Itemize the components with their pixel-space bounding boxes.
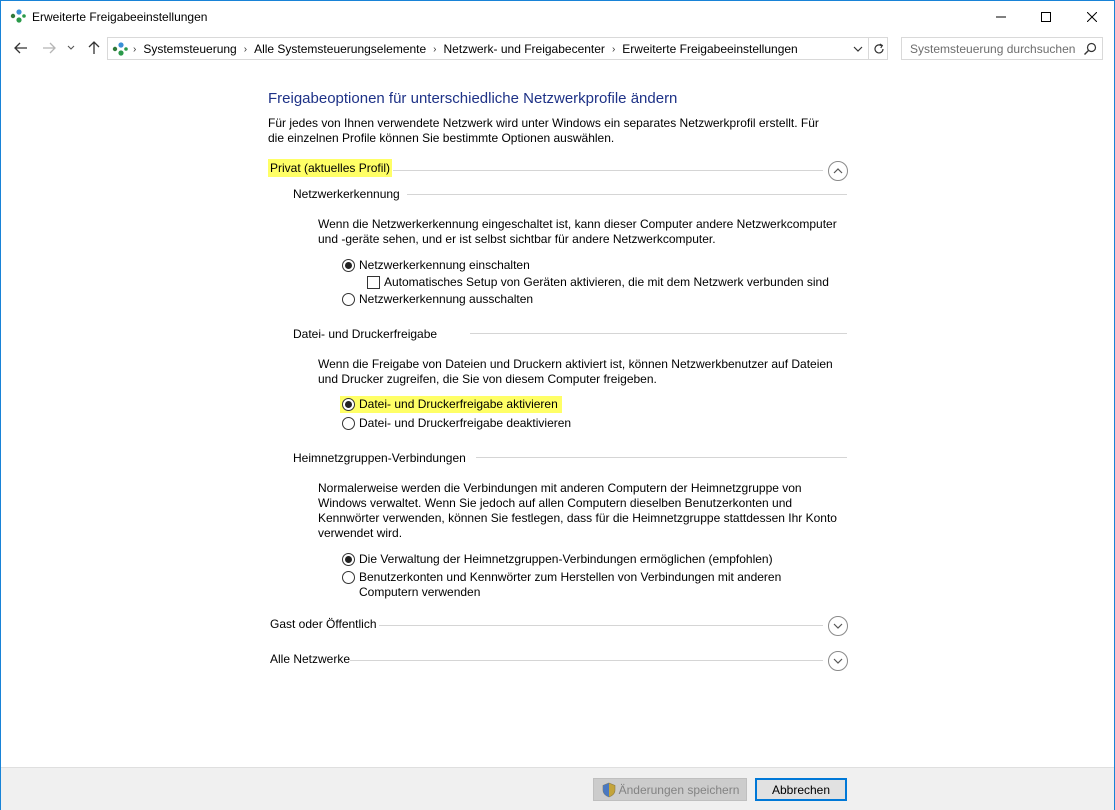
back-button[interactable] — [11, 39, 31, 57]
network-discovery-on-option[interactable] — [342, 258, 530, 273]
network-location-icon — [112, 41, 128, 57]
divider — [407, 194, 847, 195]
forward-button[interactable] — [39, 39, 59, 57]
content-area — [1, 65, 1114, 767]
homegroup-description: Normalerweise werden die Verbindungen mit anderen Computern der Heimnetzgruppe von Windows verwaltet. Wenn Sie jedoch auf allen Computern dieselben Benutzerkonten und Kennwörter verwenden, können Sie festlegen, dass für die Heimnetzgruppe stattdessen Ihr Konto verwendet wird. — [318, 481, 837, 540]
breadcrumb — [130, 42, 802, 56]
collapse-private-button[interactable] — [828, 161, 848, 181]
page-title: Freigabeoptionen für unterschiedliche Netzwerkprofile ändern — [268, 90, 678, 107]
breadcrumb-separator-icon[interactable]: › — [243, 43, 248, 55]
profile-private-header[interactable] — [268, 158, 392, 178]
checkbox-unchecked[interactable] — [367, 276, 380, 289]
profile-all-header[interactable] — [268, 649, 352, 669]
auto-setup-option[interactable] — [367, 275, 829, 290]
title-bar — [1, 1, 1114, 32]
breadcrumb-separator-icon[interactable]: › — [133, 43, 137, 55]
profile-all-label: Alle Netzwerke — [270, 652, 351, 666]
search-box — [901, 37, 1103, 60]
up-button[interactable] — [84, 39, 104, 57]
cancel-button[interactable]: Abbrechen — [755, 778, 847, 801]
close-button[interactable] — [1069, 1, 1115, 32]
homegroup-heading: Heimnetzgruppen-Verbindungen — [293, 451, 466, 465]
expand-all-networks-button[interactable] — [828, 651, 848, 671]
uac-shield-icon — [601, 782, 617, 798]
homegroup-accounts-option[interactable] — [342, 570, 812, 600]
maximize-button[interactable] — [1023, 1, 1069, 32]
window-title: Erweiterte Freigabeeinstellungen — [32, 10, 208, 24]
network-discovery-description: Wenn die Netzwerkerkennung eingeschaltet ist, kann dieser Computer andere Netzwerkcomputer und -geräte sehen, und er ist selbst sichtbar für andere Netzwerkcomputer. — [318, 217, 837, 246]
refresh-icon[interactable] — [868, 38, 888, 59]
file-sharing-on-option[interactable] — [340, 396, 562, 413]
option-label: Die Verwaltung der Heimnetzgruppen-Verbindungen ermöglichen (empfohlen) — [359, 552, 773, 566]
radio-unselected[interactable] — [342, 417, 355, 430]
option-label: Benutzerkonten und Kennwörter zum Herstellen von Verbindungen mit anderen Computern verwenden — [359, 570, 782, 599]
option-label: Automatisches Setup von Geräten aktivieren, die mit dem Netzwerk verbunden sind — [384, 275, 829, 289]
profile-private-label: Privat (aktuelles Profil) — [270, 161, 391, 175]
breadcrumb-separator-icon[interactable]: › — [611, 43, 616, 55]
radio-selected[interactable] — [342, 398, 355, 411]
network-discovery-off-option[interactable] — [342, 292, 533, 307]
option-label: Netzwerkerkennung einschalten — [359, 258, 530, 272]
file-sharing-heading: Datei- und Druckerfreigabe — [293, 327, 438, 341]
file-sharing-description: Wenn die Freigabe von Dateien und Druckern aktiviert ist, können Netzwerkbenutzer auf Dateien und Drucker zugreifen, die Sie von diesem Computer freigeben. — [318, 357, 833, 386]
chevron-up-icon — [833, 168, 843, 174]
save-label: Änderungen speichern — [618, 782, 740, 797]
file-sharing-off-option[interactable] — [342, 416, 571, 431]
radio-selected[interactable] — [342, 553, 355, 566]
recent-locations-button[interactable] — [64, 39, 78, 57]
save-changes-button[interactable] — [593, 778, 747, 801]
radio-unselected[interactable] — [342, 571, 355, 584]
network-app-icon — [10, 8, 26, 24]
divider — [393, 170, 823, 171]
option-label: Netzwerkerkennung ausschalten — [359, 292, 534, 306]
breadcrumb-item[interactable]: Alle Systemsteuerungselemente — [254, 42, 427, 56]
minimize-button[interactable] — [978, 1, 1024, 32]
divider — [476, 457, 847, 458]
address-dropdown-icon[interactable] — [850, 41, 866, 57]
search-input[interactable] — [902, 38, 1082, 59]
option-label: Datei- und Druckerfreigabe aktivieren — [359, 397, 558, 411]
breadcrumb-item[interactable]: Netzwerk- und Freigabecenter — [443, 42, 605, 56]
search-icon[interactable] — [1082, 41, 1098, 57]
expand-guest-button[interactable] — [828, 616, 848, 636]
intro-text: Für jedes von Ihnen verwendete Netzwerk wird unter Windows ein separates Netzwerkprofil erstellt. Für die einzelnen Profile können Sie bestimmte Optionen auswählen. — [268, 116, 819, 145]
divider — [379, 625, 823, 626]
option-label: Datei- und Druckerfreigabe deaktivieren — [359, 416, 572, 430]
footer — [1, 767, 1114, 810]
homegroup-windows-option[interactable] — [342, 552, 773, 567]
address-bar[interactable] — [107, 37, 888, 60]
radio-selected[interactable] — [342, 259, 355, 272]
breadcrumb-item[interactable]: Erweiterte Freigabeeinstellungen — [622, 42, 798, 56]
chevron-down-icon — [833, 623, 843, 629]
profile-guest-label: Gast oder Öffentlich — [270, 617, 377, 631]
profile-guest-header[interactable] — [268, 614, 379, 634]
navigation-bar — [1, 32, 1114, 65]
divider — [470, 333, 847, 334]
radio-unselected[interactable] — [342, 293, 355, 306]
breadcrumb-separator-icon[interactable]: › — [433, 43, 437, 55]
breadcrumb-item[interactable]: Systemsteuerung — [143, 42, 237, 56]
network-discovery-heading: Netzwerkerkennung — [293, 187, 400, 201]
divider — [350, 660, 823, 661]
chevron-down-icon — [833, 658, 843, 664]
